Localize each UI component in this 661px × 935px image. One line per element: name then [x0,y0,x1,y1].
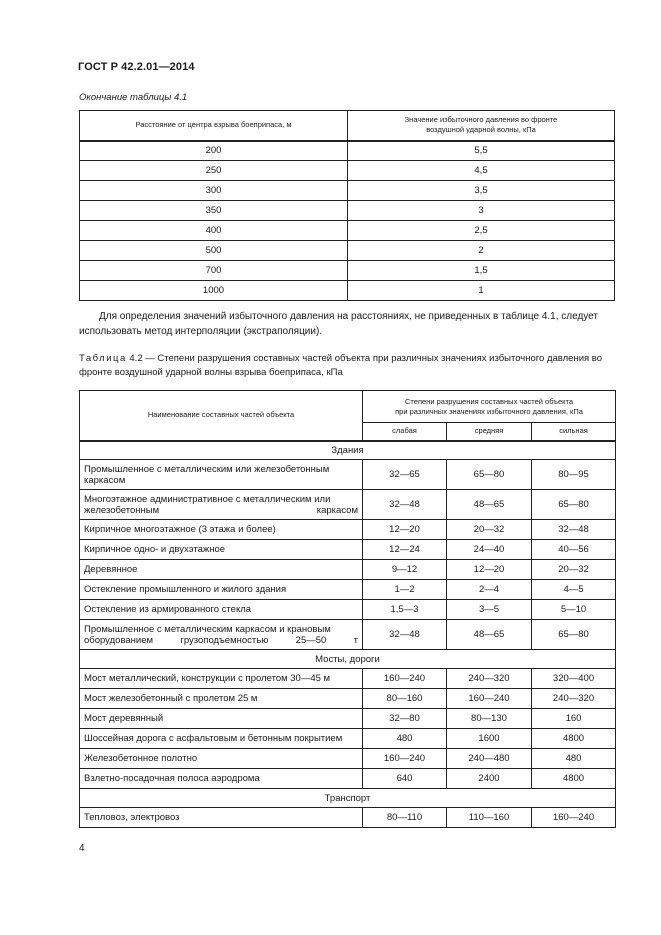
cell-medium: 240—480 [447,749,532,769]
table-4-1-header-distance: Расстояние от центра взрыва боеприпаса, м [80,111,348,141]
cell-weak: 32—48 [363,620,447,650]
table-row [80,689,616,709]
cell-medium: 12—20 [447,560,532,580]
cell-weak: 9—12 [363,560,447,580]
cell-weak: 1—2 [363,580,447,600]
cell-weak: 12—24 [363,540,447,560]
cell-weak: 80—110 [363,808,447,828]
interpolation-paragraph: Для определения значений избыточного давления на расстояниях, не приведенных в таблице 4.1, следует использовать метод интерполяции (экстраполяции). [79,311,598,337]
cell-strong: 240—320 [532,689,616,709]
cell-object-name: Промышленное с металлическим каркасом и крановым оборудованием грузоподъемностью 25—50 т [80,620,363,650]
cell-medium: 24—40 [447,540,532,560]
cell-object-name: Многоэтажное административное с металлическим или железобетонным каркасом [80,490,363,520]
cell-weak: 480 [363,729,447,749]
cell-object-name: Кирпичное многоэтажное (3 этажа и более) [80,520,363,540]
cell-distance: 300 [80,181,348,201]
cell-strong: 4800 [532,729,616,749]
cell-strong: 65—80 [532,490,616,520]
cell-pressure: 1,5 [348,261,615,281]
cell-pressure: 3,5 [348,181,615,201]
cell-strong: 40—56 [532,540,616,560]
cell-weak: 1,5—3 [363,600,447,620]
cell-object-name: Кирпичное одно- и двухэтажное [80,540,363,560]
cell-distance: 250 [80,161,348,181]
cell-strong: 160 [532,709,616,729]
cell-weak: 12—20 [363,520,447,540]
cell-object-name: Деревянное [80,560,363,580]
cell-medium: 48—65 [447,490,532,520]
cell-strong: 32—48 [532,520,616,540]
table-4-2 [79,390,616,828]
cell-pressure: 2,5 [348,221,615,241]
subheader-strong: сильная [532,423,616,441]
cell-strong: 5—10 [532,600,616,620]
table-row [80,181,615,201]
table-row [80,201,615,221]
cell-distance: 400 [80,221,348,241]
section-row [80,789,616,808]
cell-object-name: Шоссейная дорога с асфальтовым и бетонным покрытием [80,729,363,749]
cell-medium: 240—320 [447,669,532,689]
table-4-2-title: 4.2 — Степени разрушения составных частей объекта при различных значениях избыточного давления во фронте воздушной ударной волны взрыва боеприпаса, кПа [79,353,603,378]
cell-object-name: Мост железобетонный с пролетом 25 м [80,689,363,709]
cell-strong: 4800 [532,769,616,789]
subheader-medium: средняя [447,423,532,441]
table-row [80,261,615,281]
cell-medium: 48—65 [447,620,532,650]
table-4-2-header-degrees [363,391,616,423]
cell-medium: 20—32 [447,520,532,540]
table-row [80,620,616,650]
cell-medium: 1600 [447,729,532,749]
cell-distance: 200 [80,141,348,161]
cell-object-name: Железобетонное полотно [80,749,363,769]
cell-weak: 160—240 [363,669,447,689]
cell-strong: 20—32 [532,560,616,580]
table-row [80,460,616,490]
cell-weak: 32—48 [363,490,447,520]
cell-distance: 700 [80,261,348,281]
section-row [80,441,616,460]
cell-strong: 160—240 [532,808,616,828]
cell-object-name: Остекление из армированного стекла [80,600,363,620]
cell-medium: 110—160 [447,808,532,828]
table-row [80,241,615,261]
table-row [80,560,616,580]
cell-weak: 640 [363,769,447,789]
cell-medium: 2400 [447,769,532,789]
header-pressure-line1: Значение избыточного давления во фронте [404,115,558,125]
table-row [80,769,616,789]
cell-distance: 500 [80,241,348,261]
cell-medium: 3—5 [447,600,532,620]
cell-pressure: 5,5 [348,141,615,161]
cell-weak: 32—65 [363,460,447,490]
table-row [80,141,615,161]
table-row [80,669,616,689]
table-row [80,580,616,600]
cell-medium: 2—4 [447,580,532,600]
cell-pressure: 1 [348,281,615,301]
cell-distance: 1000 [80,281,348,301]
table-4-1 [79,110,615,301]
table-row [80,221,615,241]
table-row [80,600,616,620]
cell-object-name: Промышленное с металлическим или железобетонным каркасом [80,460,363,490]
cell-pressure: 3 [348,201,615,221]
section-title: Транспорт [80,789,616,808]
cell-strong: 480 [532,749,616,769]
cell-object-name: Мост металлический, конструкции с пролетом 30—45 м [80,669,363,689]
cell-strong: 65—80 [532,620,616,650]
cell-distance: 350 [80,201,348,221]
section-row [80,650,616,669]
cell-strong: 80—95 [532,460,616,490]
cell-strong: 320—400 [532,669,616,689]
cell-object-name: Остекление промышленного и жилого здания [80,580,363,600]
cell-object-name: Мост деревянный [80,709,363,729]
table-4-2-caption [79,352,615,380]
section-title: Мосты, дороги [80,650,616,669]
table-row [80,490,616,520]
table-row [80,709,616,729]
cell-strong: 4—5 [532,580,616,600]
table-row [80,161,615,181]
table-4-2-label: Таблица [79,353,127,364]
header-pressure-line2: воздушной ударной волны, кПа [426,125,536,135]
table-row [80,540,616,560]
cell-medium: 160—240 [447,689,532,709]
subheader-weak: слабая [363,423,447,441]
header-degrees-line2: при различных значениях избыточного давления, кПа [395,406,583,416]
table-4-1-header-pressure [348,111,615,141]
cell-weak: 32—80 [363,709,447,729]
cell-pressure: 4,5 [348,161,615,181]
table-row [80,281,615,301]
table-row [80,749,616,769]
cell-weak: 160—240 [363,749,447,769]
table-row [80,808,616,828]
table-row [80,729,616,749]
table-4-1-caption: Окончание таблицы 4.1 [79,92,188,103]
document-code: ГОСТ Р 42.2.01—2014 [78,61,195,73]
cell-medium: 80—130 [447,709,532,729]
cell-pressure: 2 [348,241,615,261]
table-4-2-header-name: Наименование составных частей объекта [80,391,363,441]
header-degrees-line1: Степени разрушения составных частей объекта [405,396,573,406]
cell-object-name: Тепловоз, электровоз [80,808,363,828]
cell-medium: 65—80 [447,460,532,490]
section-title: Здания [80,441,616,460]
cell-object-name: Взлетно-посадочная полоса аэродрома [80,769,363,789]
cell-weak: 80—160 [363,689,447,709]
page-number: 4 [79,843,85,854]
table-row [80,520,616,540]
